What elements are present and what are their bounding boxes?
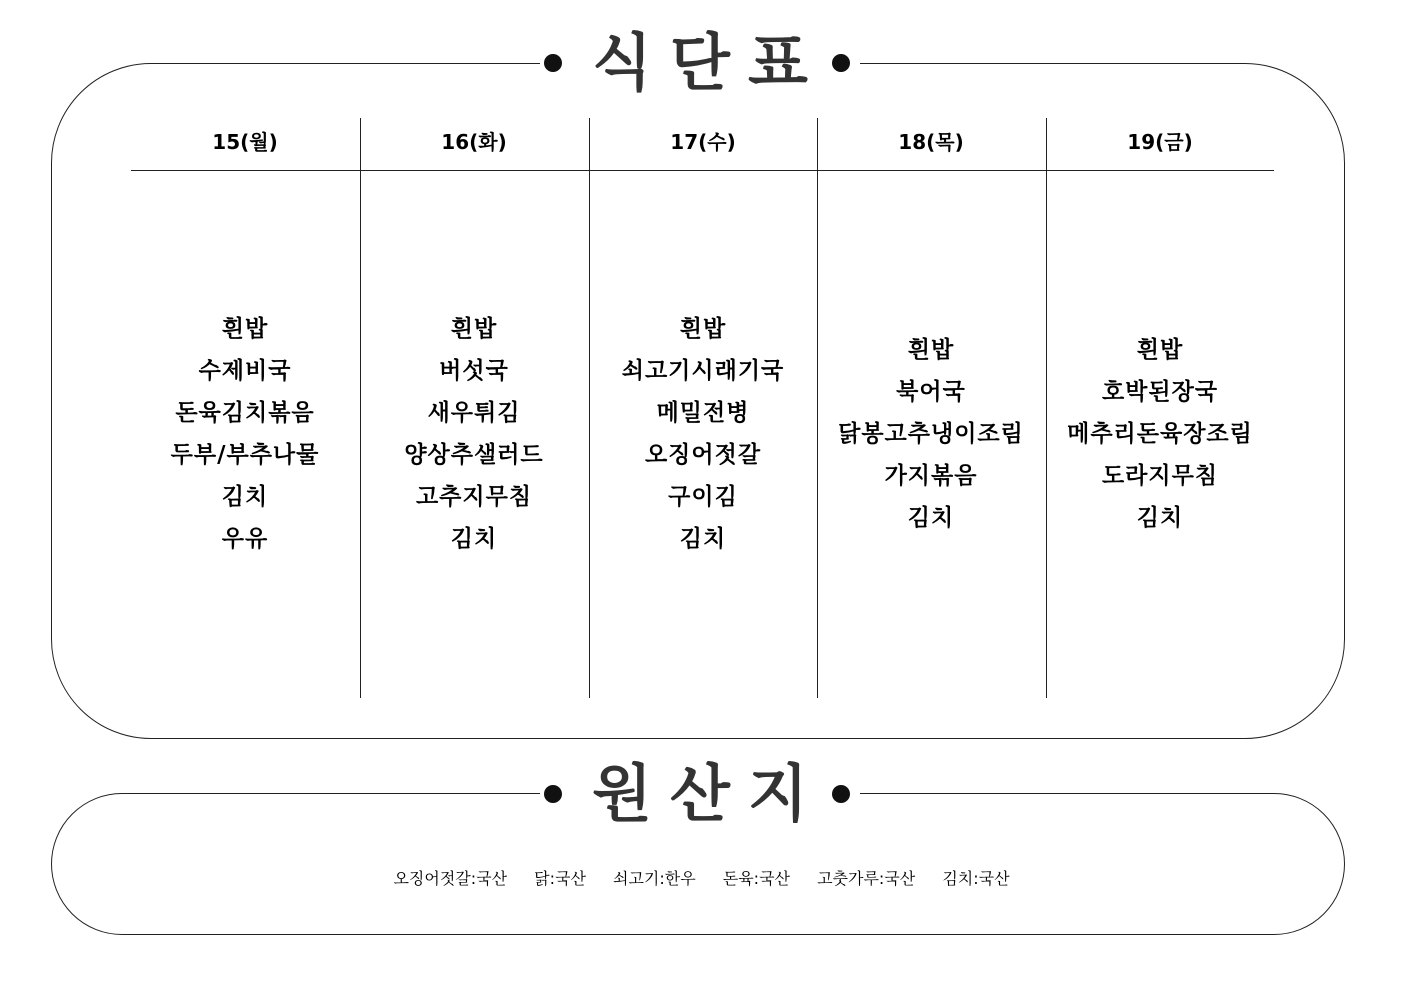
menu-item: 닭봉고추냉이조림 (838, 421, 1024, 447)
menu-list (817, 170, 1045, 698)
menu-item: 고추지무침 (415, 484, 533, 510)
origin-item: 돈육:국산 (722, 869, 790, 888)
menu-item: 두부/부추나물 (170, 442, 320, 468)
origin-item: 오징어젓갈:국산 (393, 869, 508, 888)
menu-item: 새우튀김 (427, 400, 521, 426)
menu-item: 메추리돈육장조림 (1067, 421, 1253, 447)
day-header: 19(금) (1127, 129, 1193, 154)
day-column-mon (131, 118, 359, 698)
menu-item: 흰밥 (450, 316, 498, 342)
origin-list (0, 866, 1403, 889)
menu-item: 오징어젓갈 (644, 442, 762, 468)
menu-item: 김치 (1136, 505, 1184, 531)
menu-title-header (540, 26, 860, 99)
menu-item: 김치 (907, 505, 955, 531)
day-column-fri (1046, 118, 1274, 698)
menu-item: 김치 (221, 484, 269, 510)
menu-list (360, 170, 588, 698)
menu-item: 흰밥 (679, 316, 727, 342)
menu-item: 양상추샐러드 (404, 442, 544, 468)
menu-list (131, 170, 359, 698)
origin-item: 닭:국산 (534, 869, 586, 888)
menu-item: 호박된장국 (1101, 379, 1219, 405)
menu-item: 가지볶음 (884, 463, 978, 489)
origin-item: 쇠고기:한우 (613, 869, 696, 888)
title-dot-left-icon (544, 785, 562, 803)
menu-item: 우유 (221, 526, 269, 552)
day-column-wed (589, 118, 817, 698)
menu-item: 김치 (679, 526, 727, 552)
origin-item: 고춧가루:국산 (817, 869, 916, 888)
title-dot-right-icon (832, 785, 850, 803)
menu-item: 북어국 (896, 379, 966, 405)
title-dot-right-icon (832, 54, 850, 72)
title-dot-left-icon (544, 54, 562, 72)
menu-item: 쇠고기시래기국 (621, 358, 785, 384)
menu-list (589, 170, 817, 698)
origin-title-header (540, 757, 860, 830)
menu-item: 도라지무침 (1101, 463, 1219, 489)
day-header: 16(화) (441, 129, 507, 154)
day-column-thu (817, 118, 1045, 698)
menu-item: 김치 (450, 526, 498, 552)
menu-item: 구이김 (668, 484, 738, 510)
day-header: 18(목) (898, 129, 964, 154)
menu-item: 메밀전병 (656, 400, 750, 426)
menu-item: 흰밥 (221, 316, 269, 342)
day-column-tue (360, 118, 588, 698)
menu-list (1046, 170, 1274, 698)
menu-item: 흰밥 (907, 337, 955, 363)
menu-item: 돈육김치볶음 (175, 400, 315, 426)
menu-title: 식단표 (592, 26, 826, 99)
menu-item: 흰밥 (1136, 337, 1184, 363)
menu-table (131, 118, 1274, 698)
menu-item: 수제비국 (198, 358, 292, 384)
origin-item: 김치:국산 (942, 869, 1010, 888)
day-header: 17(수) (670, 129, 736, 154)
origin-title: 원산지 (592, 757, 826, 830)
menu-item: 버섯국 (439, 358, 509, 384)
day-header: 15(월) (212, 129, 278, 154)
